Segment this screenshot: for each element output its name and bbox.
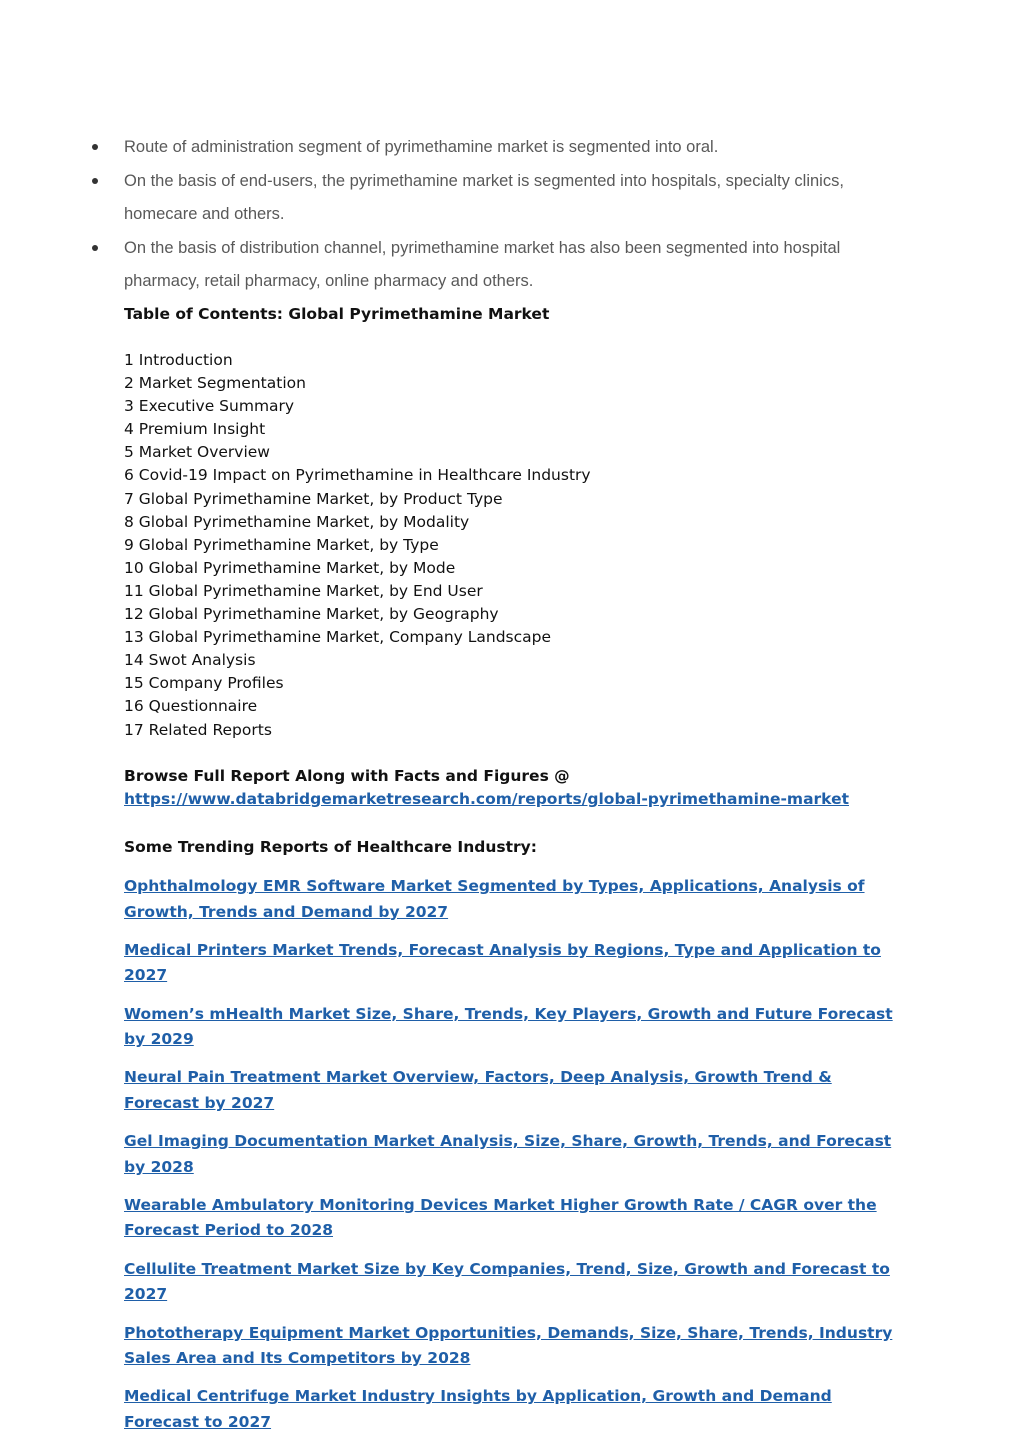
toc-list — [124, 349, 924, 742]
report-link-phototherapy-equipment[interactable]: Phototherapy Equipment Market Opportunities, Demands, Size, Share, Trends, Industry Sales Area and Its Competitors by 2028 — [124, 1323, 893, 1368]
trending-reports-heading: Some Trending Reports of Healthcare Industry: — [124, 838, 537, 856]
bullet-text: Route of administration segment of pyrimethamine market is segmented into oral. — [124, 138, 719, 156]
report-link-womens-mhealth[interactable]: Women’s mHealth Market Size, Share, Trends, Key Players, Growth and Future Forecast by 2029 — [124, 1004, 893, 1049]
toc-item: 2 Market Segmentation — [124, 374, 306, 393]
list-item — [124, 1321, 904, 1372]
toc-item: 3 Executive Summary — [124, 397, 295, 416]
segmentation-bullet-list — [0, 131, 1023, 299]
browse-label: Browse Full Report Along with Facts and Figures @ — [124, 767, 570, 785]
report-link-medical-centrifuge[interactable]: Medical Centrifuge Market Industry Insights by Application, Growth and Demand Forecast to 2027 — [124, 1387, 832, 1431]
report-link-medical-printers[interactable]: Medical Printers Market Trends, Forecast Analysis by Regions, Type and Application to 2027 — [124, 940, 881, 985]
toc-heading: Table of Contents: Global Pyrimethamine Market — [124, 305, 550, 323]
toc-item: 7 Global Pyrimethamine Market, by Product Type — [124, 489, 503, 508]
list-item — [124, 1193, 904, 1244]
toc-item: 16 Questionnaire — [124, 697, 258, 716]
list-item — [124, 1002, 904, 1053]
toc-item: 15 Company Profiles — [124, 674, 284, 693]
bullet-item — [0, 165, 884, 232]
toc-item: 10 Global Pyrimethamine Market, by Mode — [124, 558, 456, 577]
toc-item: 11 Global Pyrimethamine Market, by End User — [124, 581, 483, 600]
bullet-text: On the basis of distribution channel, pyrimethamine market has also been segmented into hospital pharmacy, retail pharmacy, online pharmacy and others. — [124, 238, 841, 290]
list-item — [124, 1129, 904, 1180]
list-item — [124, 874, 904, 925]
bullet-dot-icon — [92, 144, 98, 150]
toc-item: 14 Swot Analysis — [124, 651, 256, 670]
toc-item: 13 Global Pyrimethamine Market, Company Landscape — [124, 628, 552, 647]
toc-item: 8 Global Pyrimethamine Market, by Modality — [124, 512, 470, 531]
toc-item: 17 Related Reports — [124, 720, 272, 739]
toc-item: 6 Covid-19 Impact on Pyrimethamine in Healthcare Industry — [124, 466, 591, 485]
bullet-item — [0, 232, 884, 299]
report-link-wearable-monitoring[interactable]: Wearable Ambulatory Monitoring Devices Market Higher Growth Rate / CAGR over the Forecast Period to 2028 — [124, 1195, 877, 1240]
bullet-dot-icon — [92, 245, 98, 251]
full-report-link[interactable]: https://www.databridgemarketresearch.com/reports/global-pyrimethamine-market — [124, 790, 849, 808]
toc-item: 1 Introduction — [124, 351, 233, 369]
list-item — [124, 1384, 904, 1435]
report-link-cellulite-treatment[interactable]: Cellulite Treatment Market Size by Key Companies, Trend, Size, Growth and Forecast to 2027 — [124, 1259, 890, 1304]
bullet-text: On the basis of end-users, the pyrimethamine market is segmented into hospitals, specialty clinics, homecare and others. — [124, 171, 844, 223]
list-item — [124, 1257, 904, 1308]
trending-reports-list — [124, 874, 904, 1448]
report-link-gel-imaging[interactable]: Gel Imaging Documentation Market Analysis, Size, Share, Growth, Trends, and Forecast by 2028 — [124, 1132, 892, 1176]
list-item — [124, 938, 904, 989]
report-link-ophthalmology-emr[interactable]: Ophthalmology EMR Software Market Segmented by Types, Applications, Analysis of Growth, Trends and Demand by 2027 — [124, 877, 865, 921]
list-item — [124, 1065, 904, 1116]
toc-item: 12 Global Pyrimethamine Market, by Geography — [124, 605, 499, 624]
bullet-dot-icon — [92, 178, 98, 184]
toc-item: 5 Market Overview — [124, 443, 270, 462]
report-link-neural-pain[interactable]: Neural Pain Treatment Market Overview, Factors, Deep Analysis, Growth Trend & Forecast by 2027 — [124, 1068, 832, 1112]
toc-item: 9 Global Pyrimethamine Market, by Type — [124, 535, 439, 554]
browse-full-report — [124, 765, 924, 811]
toc-item: 4 Premium Insight — [124, 420, 266, 439]
bullet-item — [0, 131, 884, 165]
